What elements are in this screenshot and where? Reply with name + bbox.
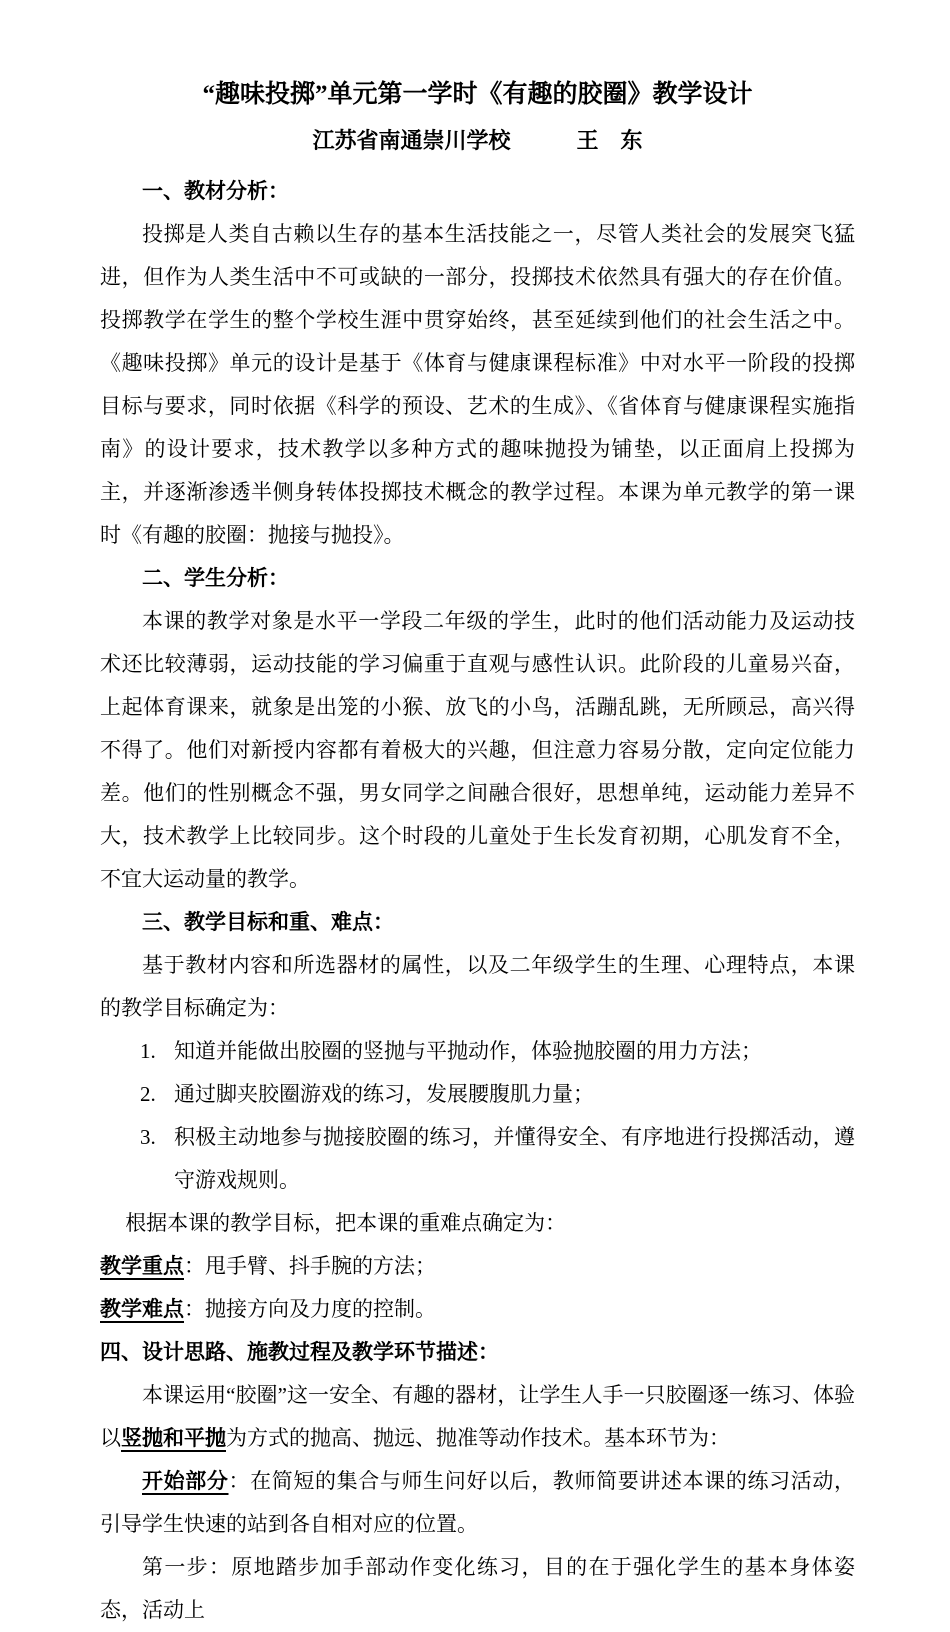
section-2-paragraph: 本课的教学对象是水平一学段二年级的学生，此时的他们活动能力及运动技术还比较薄弱，运动技能的学习偏重于直观与感性认识。此阶段的儿童易兴奋，上起体育课来，就象是出笼的小猴、放飞的小鸟，活蹦乱跳，无所顾忌，高兴得不得了。他们对新授内容都有着极大的兴趣，但注意力容易分散，定向定位能力差。他们的性别概念不强，男女同学之间融合很好，思想单纯，运动能力差异不大，技术教学上比较同步。这个时段的儿童处于生长发育初期，心肌发育不全，不宜大运动量的教学。 — [100, 609, 855, 891]
goal-list-item — [140, 1116, 855, 1202]
key-point-text: ：甩手臂、抖手腕的方法； — [184, 1254, 436, 1278]
start-part-paragraph — [100, 1460, 855, 1546]
start-part-text: ：在简短的集合与师生问好以后，教师简要讲述本课的练习活动，引导学生快速的站到各自相对应的位置。 — [100, 1469, 855, 1536]
section-3-intro: 基于教材内容和所选器材的属性，以及二年级学生的生理、心理特点，本课的教学目标确定为： — [100, 953, 855, 1020]
difficult-point-text: ：抛接方向及力度的控制。 — [184, 1297, 436, 1321]
goal-list-item — [140, 1030, 855, 1073]
section-4-paragraph-1-pre: 本课运用“胶圈”这一安全、有趣的器材，让学生人手一只胶圈逐一练习、体验以 — [100, 1383, 855, 1450]
goal-text: 知道并能做出胶圈的竖抛与平抛动作，体验抛胶圈的用力方法； — [174, 1039, 762, 1063]
goal-number: 2. — [140, 1082, 156, 1106]
goal-list — [140, 1030, 855, 1202]
throw-methods-emphasis: 竖抛和平抛 — [121, 1426, 226, 1450]
page-title: “趣味投掷”单元第一学时《有趣的胶圈》教学设计 — [202, 81, 753, 108]
goal-number: 3. — [140, 1125, 156, 1149]
step-1-paragraph: 第一步：原地踏步加手部动作变化练习，目的在于强化学生的基本身体姿态，活动上 — [100, 1555, 855, 1622]
goal-text: 通过脚夹胶圈游戏的练习，发展腰腹肌力量； — [174, 1082, 594, 1106]
goal-text: 积极主动地参与抛接胶圈的练习，并懂得安全、有序地进行投掷活动，遵守游戏规则。 — [174, 1125, 855, 1192]
goal-number: 1. — [140, 1039, 156, 1063]
section-4-paragraph-1-post: 为方式的抛高、抛远、抛准等动作技术。基本环节为： — [226, 1426, 730, 1450]
section-4-paragraph-1 — [100, 1374, 855, 1460]
key-point-label: 教学重点 — [100, 1254, 184, 1278]
section-2-heading: 二、学生分析： — [142, 566, 289, 590]
section-1-heading: 一、教材分析： — [142, 179, 289, 203]
section-4-heading: 四、设计思路、施教过程及教学环节描述： — [100, 1340, 499, 1364]
section-1-paragraph: 投掷是人类自古赖以生存的基本生活技能之一，尽管人类社会的发展突飞猛进，但作为人类生活中不可或缺的一部分，投掷技术依然具有强大的存在价值。投掷教学在学生的整个学校生涯中贯穿始终，甚至延续到他们的社会生活之中。《趣味投掷》单元的设计是基于《体育与健康课程标准》中对水平一阶段的投掷目标与要求，同时依据《科学的预设、艺术的生成》、《省体育与健康课程实施指南》的设计要求，技术教学以多种方式的趣味抛投为铺垫，以正面肩上投掷为主，并逐渐渗透半侧身转体投掷技术概念的教学过程。本课为单元教学的第一课时《有趣的胶圈：抛接与抛投》。 — [100, 222, 855, 547]
start-part-label: 开始部分 — [142, 1469, 229, 1493]
byline: 江苏省南通崇川学校 王 东 — [312, 128, 643, 153]
section-3-note: 根据本课的教学目标，把本课的重难点确定为： — [125, 1211, 567, 1235]
goal-list-item — [140, 1073, 855, 1116]
difficult-point-label: 教学难点 — [100, 1297, 184, 1321]
teaching-difficult-point-line — [100, 1288, 855, 1331]
section-3-heading: 三、教学目标和重、难点： — [142, 910, 394, 934]
teaching-key-point-line — [100, 1245, 855, 1288]
